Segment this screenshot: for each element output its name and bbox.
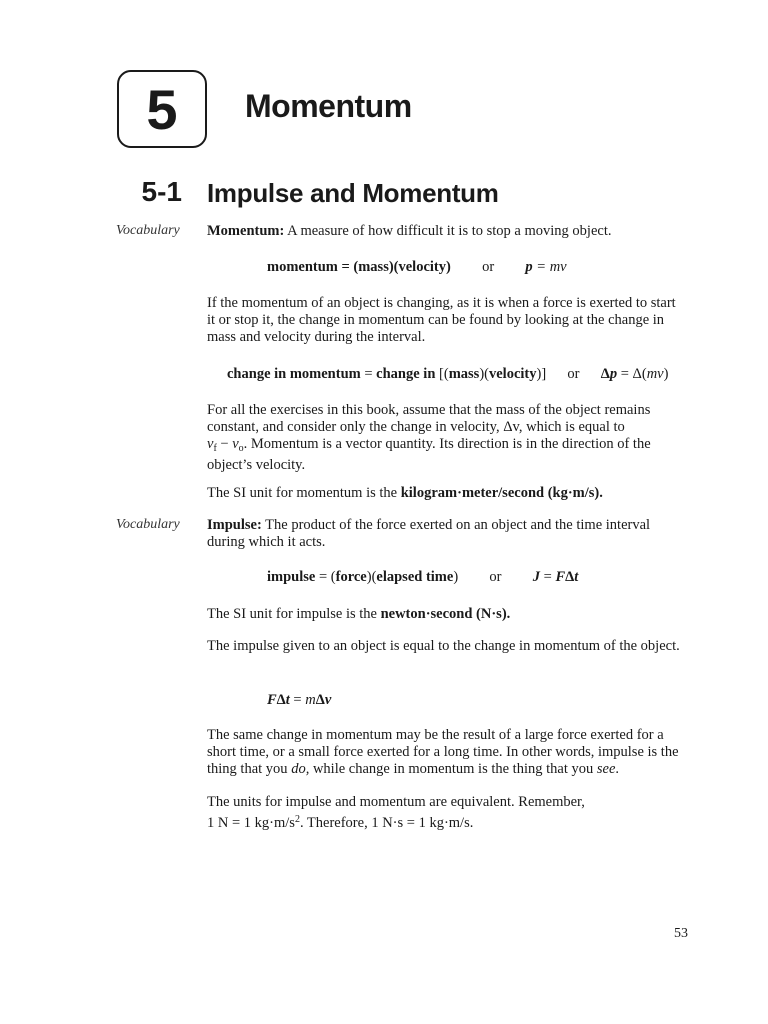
eq2-equals: =	[360, 366, 377, 382]
assume-line-4: object’s velocity.	[207, 457, 306, 473]
eq4-m: m	[305, 692, 316, 708]
momentum-term: Momentum:	[207, 223, 285, 239]
eq2-close: )	[663, 366, 669, 382]
si-momentum-unit: kilogram·meter/second (kg·m/s).	[400, 485, 603, 501]
impulse-momentum-equation	[267, 692, 331, 709]
or-text: or	[482, 259, 495, 275]
eq3-eq: =	[540, 569, 556, 585]
chapter-number-box	[117, 70, 207, 148]
paragraph-change-momentum: If the momentum of an object is changing, as it is when a force is exerted to start it or stop it, the change in momentum can be found by looking at the change in mass and velocity during the interval.	[207, 295, 676, 345]
paragraph-impulse-equals: The impulse given to an object is equal to the change in momentum of the object.	[207, 638, 680, 654]
chapter-title: Momentum	[245, 88, 412, 124]
assume-line-1: For all the exercises in this book, assume that the mass of the object remains	[207, 402, 651, 418]
eq3-delta: Δ	[565, 569, 575, 585]
eq2-paren: )(	[479, 366, 489, 382]
margin-vocabulary-label: Vocabulary	[116, 223, 180, 238]
eq4-t: t	[285, 692, 290, 708]
eq2-velocity: velocity	[488, 366, 537, 382]
assume-line-3-text: . Momentum is a vector quantity. Its direction is in the direction of the	[243, 436, 651, 452]
momentum-symbol: p	[525, 259, 533, 275]
eq2-rhs: = Δ(	[617, 366, 647, 382]
margin-vocabulary-label-2: Vocabulary	[116, 517, 180, 532]
same-do: do,	[291, 761, 310, 777]
eq3-elapsed-time: elapsed time	[376, 569, 454, 585]
momentum-definition-text: A measure of how difficult it is to stop a moving object.	[284, 223, 612, 239]
eq2-delta: Δ	[600, 366, 610, 382]
assume-line-3	[207, 436, 682, 457]
eq3-paren: )(	[366, 569, 377, 585]
eq2-mass: mass	[448, 366, 480, 382]
section-number: 5-1	[141, 176, 182, 207]
page-number: 53	[674, 926, 688, 941]
units-line-1: The units for impulse and momentum are equivalent. Remember,	[207, 794, 585, 810]
units-line-2b: . Therefore, 1 N·s = 1 kg·m/s.	[299, 815, 474, 831]
impulse-definition-text: The product of the force exerted on an object and the time interval during which it acts.	[207, 517, 651, 550]
eq3-or: or	[489, 569, 502, 585]
si-momentum-text: The SI unit for momentum is the	[207, 485, 401, 501]
section-title: Impulse and Momentum	[207, 178, 499, 208]
same-mid: while change in momentum is the thing that you	[309, 761, 597, 777]
eq4-delta-2: Δ	[315, 692, 325, 708]
eq3-impulse: impulse	[267, 569, 316, 585]
paragraph-same-change	[207, 727, 682, 778]
eq3-t: t	[574, 569, 579, 585]
eq3-force: force	[335, 569, 367, 585]
eq3-close: )	[453, 569, 459, 585]
eq2-term: change in momentum	[227, 366, 361, 382]
eq3-f: F	[555, 569, 566, 585]
minus-sign: −	[216, 436, 233, 452]
si-impulse-text: The SI unit for impulse is the	[207, 606, 381, 622]
eq2-bracket-open: [(	[435, 366, 449, 382]
units-superscript: 2	[294, 814, 300, 825]
impulse-definition	[207, 517, 682, 551]
eq3-equals: = (	[315, 569, 336, 585]
impulse-equation	[267, 569, 578, 586]
paragraph-units	[207, 794, 682, 832]
momentum-equation-words: momentum = (mass)(velocity)	[267, 259, 451, 275]
eq2-p: p	[609, 366, 618, 382]
same-end: .	[615, 761, 619, 777]
v-symbol-2: v	[232, 436, 239, 452]
eq2-change-in: change in	[376, 366, 436, 382]
impulse-term: Impulse:	[207, 517, 262, 533]
momentum-definition	[207, 223, 682, 240]
subscript-o: o	[238, 443, 244, 454]
eq2-mv: mv	[646, 366, 664, 382]
eq4-f: F	[267, 692, 277, 708]
momentum-equation	[267, 259, 567, 276]
si-impulse-unit: newton·second (N·s).	[380, 606, 511, 622]
chapter-number: 5	[146, 77, 178, 141]
subscript-f: f	[213, 443, 217, 454]
units-line-2a: 1 N = 1 kg·m/s	[207, 815, 295, 831]
paragraph-assume-mass	[207, 402, 682, 474]
eq3-j: J	[532, 569, 541, 585]
v-symbol: v	[207, 436, 214, 452]
same-text: The same change in momentum may be the result of a large force exerted for a short time, or a small force exerted for a long time. In other words, impulse is the thing that you	[207, 727, 679, 777]
eq2-bracket-close: )]	[536, 366, 547, 382]
change-momentum-equation	[227, 366, 668, 383]
momentum-formula: = mv	[532, 259, 567, 275]
eq2-or: or	[567, 366, 580, 382]
eq4-v: v	[324, 692, 332, 708]
si-unit-momentum	[207, 485, 682, 502]
units-line-2	[207, 811, 682, 832]
assume-line-2: constant, and consider only the change in velocity, Δv, which is equal to	[207, 419, 625, 435]
eq4-delta: Δ	[276, 692, 286, 708]
same-see: see	[596, 761, 616, 777]
si-unit-impulse	[207, 606, 682, 623]
eq4-equals: =	[289, 692, 306, 708]
